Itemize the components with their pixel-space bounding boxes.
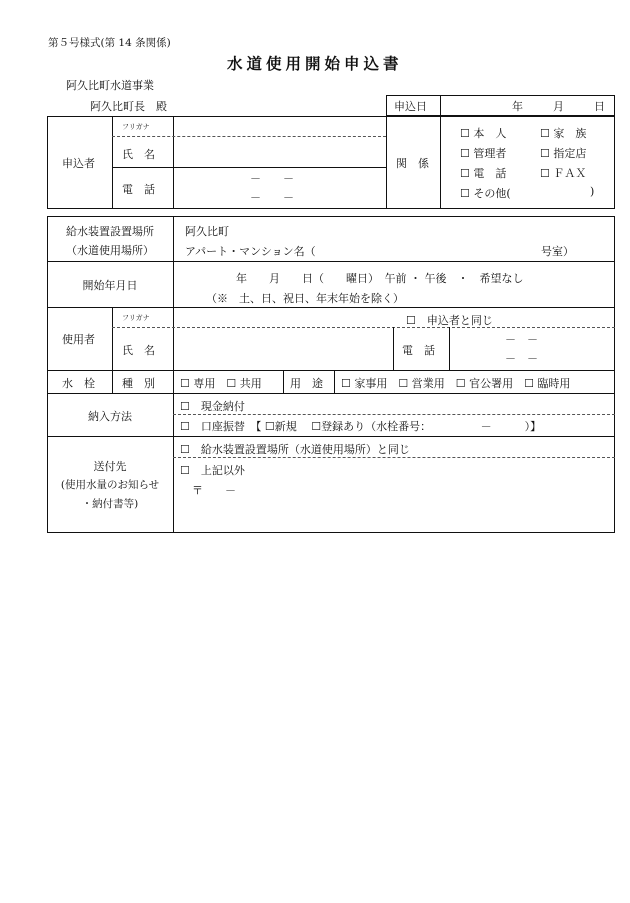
relation-family-checkbox[interactable]: ☐ 家 族 (540, 127, 587, 140)
applicant-phone-label: 電 話 (122, 183, 155, 196)
location-room: 号室） (541, 245, 574, 258)
destination-label-3: ・納付書等) (81, 498, 139, 510)
payment-label: 納入方法 (88, 410, 132, 423)
date-day[interactable]: 日 (594, 100, 605, 113)
payment-cash-checkbox[interactable]: ☐ 現金納付 (180, 400, 245, 413)
destination-same-checkbox[interactable]: ☐ 給水装置設置場所（水道使用場所）と同じ (180, 443, 410, 456)
meter-type-options[interactable]: ☐ 専用 ☐ 共用 (180, 377, 262, 390)
user-same-checkbox[interactable]: ☐ 申込者と同じ (406, 314, 493, 327)
date-year[interactable]: 年 (512, 100, 523, 113)
relation-other-checkbox[interactable]: ☐ その他( (460, 187, 511, 200)
meter-label: 水 栓 (62, 377, 95, 390)
start-date-fields[interactable]: 年 月 日（ 曜日） 午前 ・ 午後 ・ 希望なし (236, 272, 524, 285)
user-label: 使用者 (62, 333, 95, 346)
relation-shop-checkbox[interactable]: ☐ 指定店 (540, 147, 587, 160)
applicant-phone-dash-1[interactable]: － － (250, 172, 294, 185)
destination-other-checkbox[interactable]: ☐ 上記以外 (180, 464, 245, 477)
meter-type-label: 種 別 (122, 377, 155, 390)
relation-label: 関 係 (396, 157, 429, 170)
relation-other-close: ) (590, 185, 595, 198)
date-label: 申込日 (394, 100, 427, 113)
date-month[interactable]: 月 (553, 100, 564, 113)
form-number: 第５号様式(第 14 条関係) (48, 37, 171, 49)
destination-postal-code[interactable]: 〒 － (192, 484, 236, 497)
applicant-label: 申込者 (62, 157, 95, 170)
meter-use-options[interactable]: ☐ 家事用 ☐ 営業用 ☐ 官公署用 ☐ 臨時用 (341, 377, 571, 390)
applicant-name-label: 氏 名 (122, 148, 155, 161)
addressee: 阿久比町長 殿 (90, 100, 167, 113)
user-furigana-label: フリガナ (122, 314, 150, 322)
user-phone-dash-2[interactable]: － － (505, 352, 538, 365)
destination-label-1: 送付先 (93, 460, 127, 473)
location-building[interactable]: アパート・マンション名（ (185, 245, 316, 258)
relation-manager-checkbox[interactable]: ☐ 管理者 (460, 147, 507, 160)
relation-self-checkbox[interactable]: ☐ 本 人 (460, 127, 507, 140)
relation-fax-checkbox[interactable]: ☐ ＦＡＸ (540, 167, 587, 180)
relation-phone-checkbox[interactable]: ☐ 電 話 (460, 167, 507, 180)
applicant-phone-dash-2[interactable]: － － (250, 191, 294, 204)
user-name-label: 氏 名 (122, 344, 155, 357)
location-label-2: （水道使用場所） (66, 244, 154, 257)
page-title: 水道使用開始申込書 (227, 54, 403, 73)
location-label-1: 給水装置設置場所 (66, 225, 154, 238)
meter-use-label: 用 途 (290, 377, 323, 390)
applicant-furigana-label: フリガナ (122, 123, 150, 131)
destination-label-2: (使用水量のお知らせ (60, 479, 160, 491)
payment-transfer-checkbox[interactable]: ☐ 口座振替 【 ☐新規 ☐登録あり（水栓番号： － ）】 (180, 420, 542, 433)
user-phone-dash-1[interactable]: － － (505, 333, 538, 346)
location-town[interactable]: 阿久比町 (185, 225, 229, 238)
start-date-note: （※ 土、日、祝日、年末年始を除く） (206, 292, 404, 305)
organization: 阿久比町水道事業 (66, 79, 154, 92)
user-phone-label: 電 話 (402, 344, 435, 357)
start-date-label: 開始年月日 (82, 279, 138, 292)
